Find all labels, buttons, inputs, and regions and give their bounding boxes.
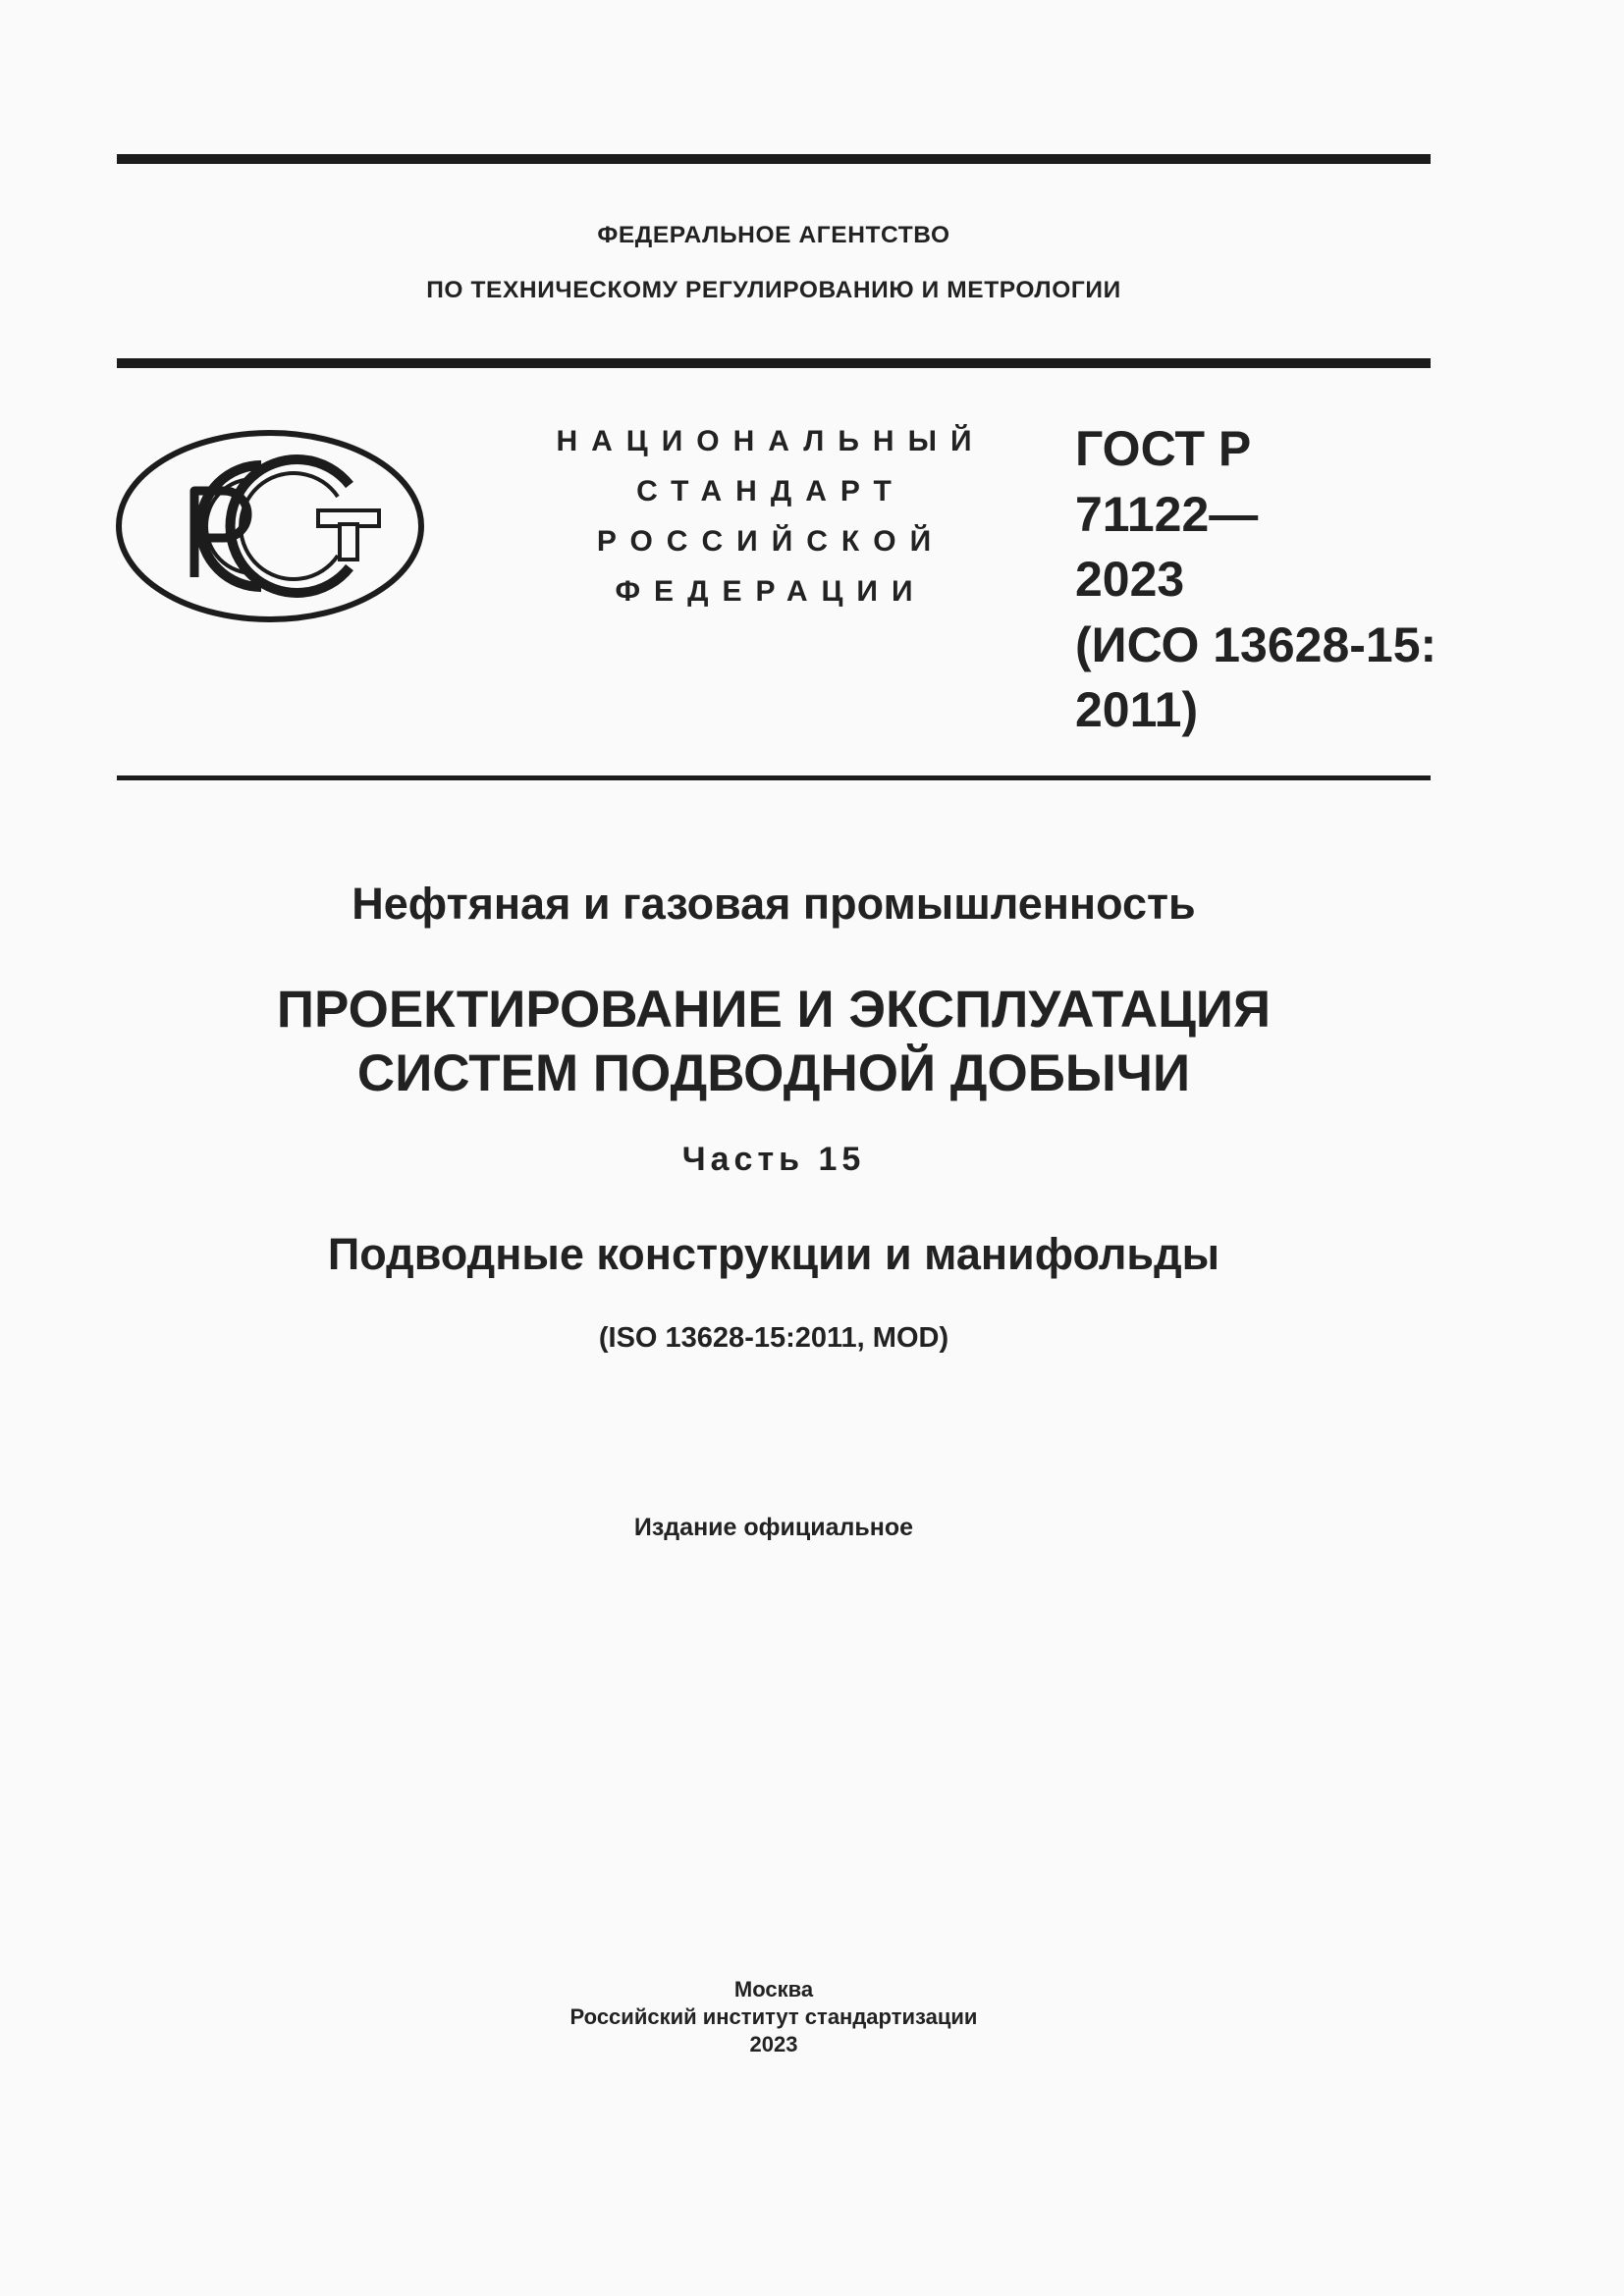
designation-line-5: 2011) bbox=[1075, 682, 1199, 737]
part-subtitle: Подводные конструкции и манифольды bbox=[327, 1229, 1220, 1279]
header-rule bbox=[117, 358, 1431, 368]
iso-reference: (ISO 13628-15:2011, MOD) bbox=[598, 1322, 949, 1354]
title-line-2: СИСТЕМ ПОДВОДНОЙ ДОБЫЧИ bbox=[356, 1044, 1191, 1102]
rst-mark-icon bbox=[114, 428, 426, 624]
national-standard-line-3: РОССИЙСКОЙ bbox=[596, 525, 946, 558]
agency-line-2: ПО ТЕХНИЧЕСКОМУ РЕГУЛИРОВАНИЮ И МЕТРОЛОГИИ bbox=[426, 277, 1121, 303]
designation-line-3: 2023 bbox=[1075, 552, 1185, 607]
title-block-rule bbox=[117, 775, 1431, 780]
national-standard-line-1: НАЦИОНАЛЬНЫЙ bbox=[556, 425, 986, 457]
agency-line-1: ФЕДЕРАЛЬНОЕ АГЕНТСТВО bbox=[597, 222, 950, 248]
national-standard-line-2: СТАНДАРТ bbox=[636, 475, 905, 507]
designation-line-1: ГОСТ Р bbox=[1075, 421, 1252, 476]
designation-line-4: (ИСО 13628-15: bbox=[1075, 616, 1437, 672]
title-line-1: ПРОЕКТИРОВАНИЕ И ЭКСПЛУАТАЦИЯ bbox=[276, 981, 1272, 1039]
part-number: Часть 15 bbox=[681, 1141, 866, 1178]
standard-designation bbox=[1075, 416, 1438, 743]
imprint-year: 2023 bbox=[749, 2032, 798, 2056]
imprint-city: Москва bbox=[733, 1977, 814, 2002]
industry-heading: Нефтяная и газовая промышленность bbox=[352, 879, 1196, 929]
imprint bbox=[117, 1976, 1431, 2058]
imprint-publisher: Российский институт стандартизации bbox=[569, 2004, 978, 2029]
designation-line-2: 71122— bbox=[1075, 486, 1259, 542]
top-rule bbox=[117, 154, 1431, 164]
national-standard-line-4: ФЕДЕРАЦИИ bbox=[615, 575, 927, 608]
edition-label: Издание официальное bbox=[633, 1514, 914, 1541]
document-title bbox=[117, 978, 1431, 1105]
